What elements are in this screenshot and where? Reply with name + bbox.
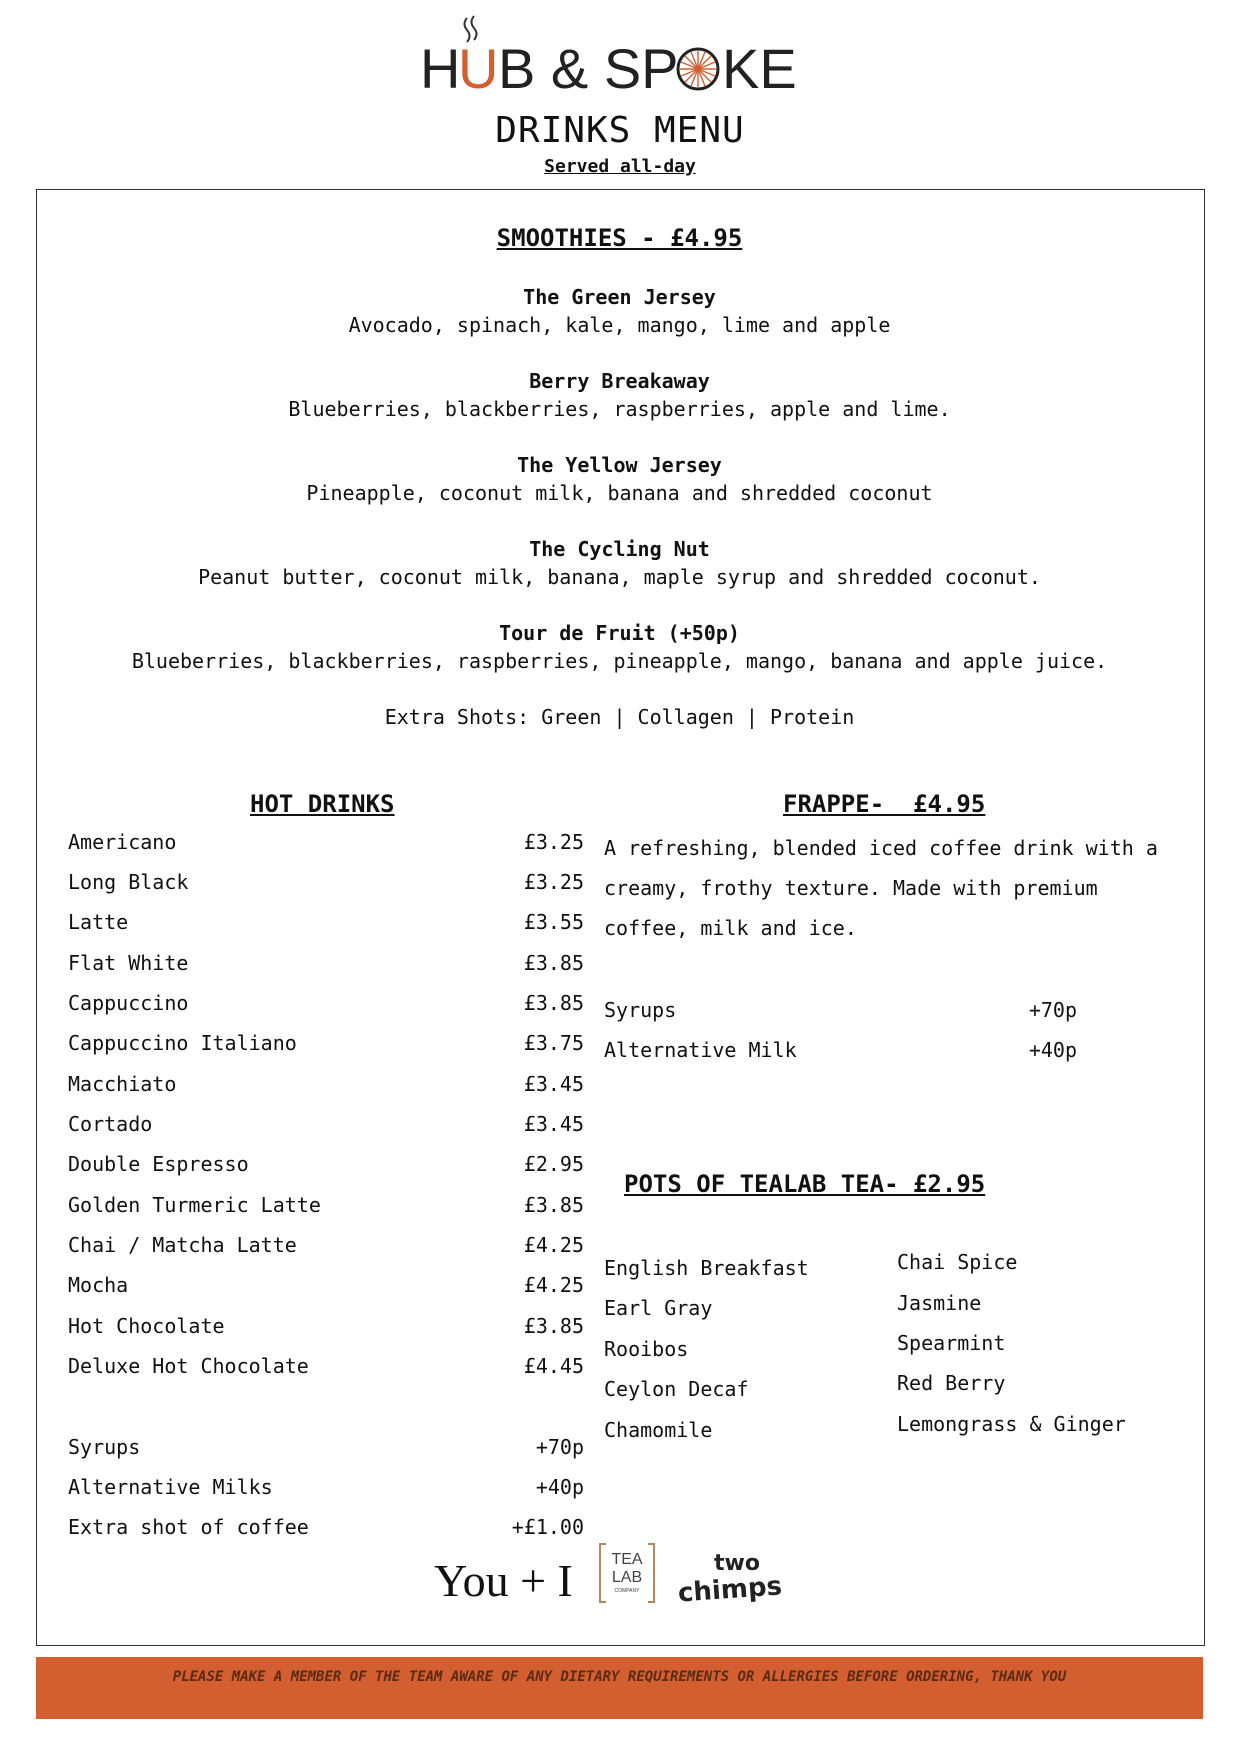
allergy-notice-text: PLEASE MAKE A MEMBER OF THE TEAM AWARE OF ANY DIETARY REQUIREMENTS OR ALLERGIES BEFORE ORDERING, THANK YOU (172, 1669, 1067, 1685)
hot-drink-row (68, 1314, 584, 1338)
drink-price: £3.45 (523, 1112, 584, 1136)
smoothie-item (36, 621, 1203, 673)
smoothie-item (36, 453, 1203, 505)
drink-price: £3.75 (523, 1031, 584, 1055)
frappe-extra-row (604, 1038, 1077, 1062)
smoothies-heading: SMOOTHIES - £4.95 (496, 224, 743, 252)
logo-ke: KE (722, 37, 797, 94)
hot-drink-row (68, 830, 584, 854)
hub-and-spoke-logo (410, 14, 830, 94)
frappe-line: creamy, frothy texture. Made with premium (604, 876, 1098, 900)
tea-item: English Breakfast (604, 1256, 809, 1280)
drink-price: £4.25 (523, 1273, 584, 1297)
smoothie-desc: Peanut butter, coconut milk, banana, maple syrup and shredded coconut. (198, 565, 1041, 589)
two-chimps-logo (677, 1551, 783, 1609)
logo-b-sp: B & SP (498, 37, 679, 94)
smoothie-name: Tour de Fruit (+50p) (499, 621, 740, 645)
drink-name: Cortado (68, 1112, 153, 1136)
two-chimps-line1: two (714, 1551, 760, 1576)
frappe-line: coffee, milk and ice. (604, 916, 857, 940)
page-title: DRINKS MENU (495, 110, 745, 151)
extra-name: Extra shot of coffee (68, 1515, 309, 1539)
drink-price: £3.25 (523, 830, 584, 854)
smoothies-heading-wrap (36, 224, 1203, 252)
extra-price: +70p (535, 1435, 584, 1459)
hot-drink-row (68, 910, 584, 934)
tealab-line1: TEA (611, 1551, 643, 1568)
drink-name: Americano (68, 830, 177, 854)
drink-name: Chai / Matcha Latte (68, 1233, 297, 1257)
tea-item: Chai Spice (897, 1250, 1018, 1274)
drink-name: Latte (68, 910, 129, 934)
drink-name: Mocha (68, 1273, 129, 1297)
hot-extra-row (68, 1475, 584, 1499)
drink-name: Long Black (68, 870, 189, 894)
hot-drink-row (68, 1031, 584, 1055)
smoothie-extra-shots: Extra Shots: Green | Collagen | Protein (384, 705, 855, 729)
smoothie-desc: Pineapple, coconut milk, banana and shredded coconut (306, 481, 933, 505)
extra-name: Syrups (68, 1435, 141, 1459)
smoothie-name: The Cycling Nut (529, 537, 710, 561)
frappe-heading: FRAPPE- £4.95 (783, 790, 986, 818)
hot-drink-row (68, 1072, 584, 1096)
bicycle-wheel-icon (678, 49, 718, 89)
hot-extra-row (68, 1515, 584, 1539)
logo-h: H (420, 37, 461, 94)
tea-item: Jasmine (897, 1291, 982, 1315)
drink-price: £4.25 (523, 1233, 584, 1257)
tea-item: Spearmint (897, 1331, 1006, 1355)
smoothie-name: The Green Jersey (523, 285, 716, 309)
tea-item: Red Berry (897, 1371, 1006, 1395)
tea-item: Chamomile (604, 1418, 713, 1442)
hot-drink-row (68, 1193, 584, 1217)
extra-price: +£1.00 (511, 1515, 584, 1539)
smoothie-desc: Blueberries, blackberries, raspberries, apple and lime. (288, 397, 951, 421)
drink-price: £3.45 (523, 1072, 584, 1096)
hot-drinks-heading: HOT DRINKS (250, 790, 395, 818)
tealab-line2: LAB (611, 1569, 643, 1586)
tea-item: Earl Gray (604, 1296, 713, 1320)
extra-name: Alternative Milk (604, 1038, 797, 1062)
hot-extra-row (68, 1435, 584, 1459)
smoothie-name: Berry Breakaway (529, 369, 710, 393)
hot-drink-row (68, 951, 584, 975)
drink-price: £3.25 (523, 870, 584, 894)
drink-price: £2.95 (523, 1152, 584, 1176)
hot-drink-row (68, 1112, 584, 1136)
smoothie-name: The Yellow Jersey (517, 453, 722, 477)
hot-drink-row (68, 991, 584, 1015)
smoothie-desc: Blueberries, blackberries, raspberries, pineapple, mango, banana and apple juice. (131, 649, 1108, 673)
partner-logos (430, 1540, 830, 1610)
extra-name: Syrups (604, 998, 677, 1022)
smoothie-item (36, 369, 1203, 421)
hot-drink-row (68, 1273, 584, 1297)
tea-heading: POTS OF TEALAB TEA- £2.95 (624, 1170, 986, 1198)
drink-price: £3.85 (523, 1314, 584, 1338)
brand-logo (0, 14, 1240, 94)
drink-name: Cappuccino Italiano (68, 1031, 297, 1055)
drink-name: Hot Chocolate (68, 1314, 225, 1338)
drink-price: £4.45 (523, 1354, 584, 1378)
drink-price: £3.85 (523, 991, 584, 1015)
extra-price: +70p (1028, 998, 1077, 1022)
frappe-line: A refreshing, blended iced coffee drink with a (604, 836, 1158, 860)
frappe-extra-row (604, 998, 1077, 1022)
frappe-description (604, 828, 1158, 948)
drink-name: Deluxe Hot Chocolate (68, 1354, 309, 1378)
tea-item: Lemongrass & Ginger (897, 1412, 1126, 1436)
tealab-logo (600, 1544, 654, 1602)
drink-name: Cappuccino (68, 991, 189, 1015)
allergy-notice-banner (36, 1657, 1203, 1719)
drink-price: £3.55 (523, 910, 584, 934)
hot-drink-row (68, 870, 584, 894)
hot-drink-row (68, 1354, 584, 1378)
drink-price: £3.85 (523, 951, 584, 975)
smoothie-desc: Avocado, spinach, kale, mango, lime and apple (348, 313, 891, 337)
drink-name: Golden Turmeric Latte (68, 1193, 321, 1217)
hot-drink-row (68, 1233, 584, 1257)
two-chimps-line2: chimps (677, 1571, 783, 1609)
drink-name: Double Espresso (68, 1152, 249, 1176)
hot-drink-row (68, 1152, 584, 1176)
you-and-i-logo: You + I (434, 1555, 573, 1606)
tea-item: Ceylon Decaf (604, 1377, 749, 1401)
page-subtitle: Served all-day (544, 156, 696, 177)
extra-price: +40p (1028, 1038, 1077, 1062)
smoothie-item (36, 285, 1203, 337)
drink-name: Flat White (68, 951, 189, 975)
tea-item: Rooibos (604, 1337, 689, 1361)
logo-u: U (458, 37, 499, 94)
drink-name: Macchiato (68, 1072, 177, 1096)
smoothie-item (36, 537, 1203, 589)
tealab-line3: COMPANY (614, 1588, 640, 1594)
extra-name: Alternative Milks (68, 1475, 273, 1499)
drink-price: £3.85 (523, 1193, 584, 1217)
extra-price: +40p (535, 1475, 584, 1499)
